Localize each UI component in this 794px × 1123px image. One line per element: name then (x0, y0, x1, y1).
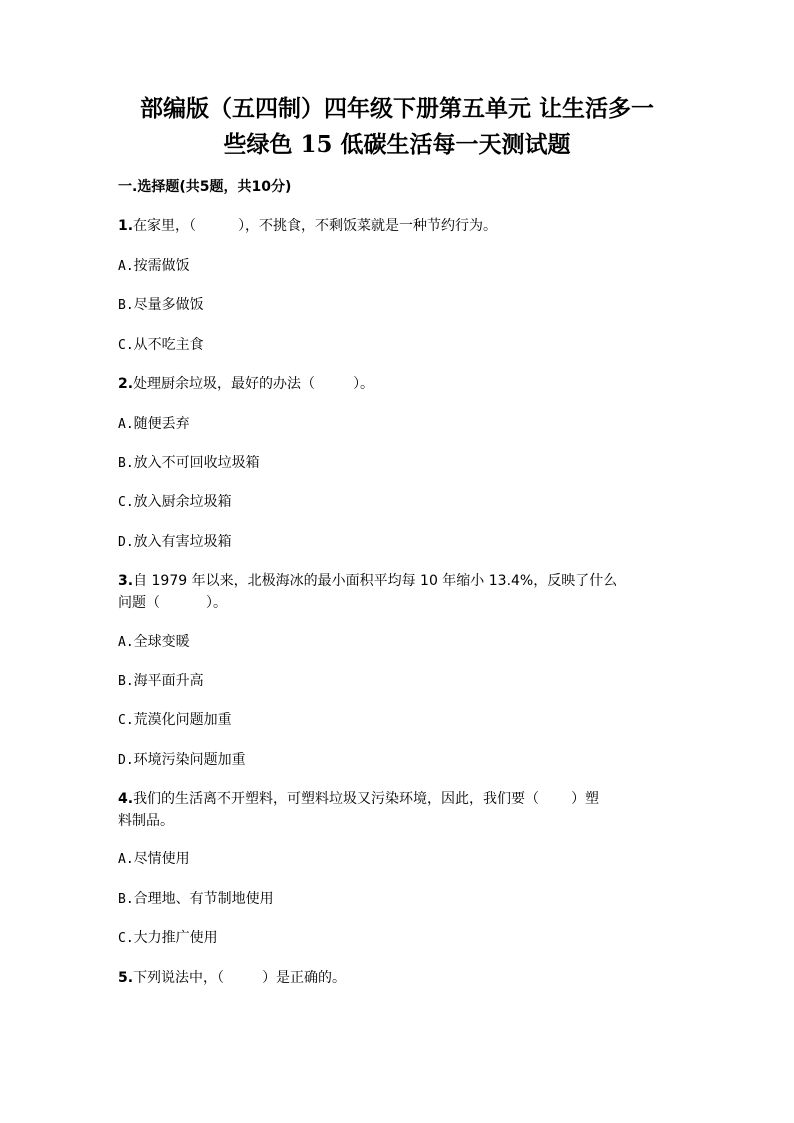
option-item (118, 671, 204, 692)
option-text: 尽量多做饭 (133, 297, 204, 313)
option-item (118, 414, 190, 435)
option-item (118, 532, 232, 553)
option-item (118, 849, 190, 870)
option-item (118, 928, 218, 949)
document-title-line-2: 些绿色 15 低碳生活每一天测试题 (223, 131, 571, 158)
question-text: ），不挑食，不剩饭菜就是一种节约行为。 (238, 218, 498, 234)
question-5-stem (118, 968, 346, 988)
option-letter: B. (118, 674, 134, 689)
option-letter: A. (118, 852, 134, 867)
option-letter: A. (118, 259, 134, 274)
option-item (118, 750, 246, 771)
option-letter: C. (118, 713, 134, 728)
option-item (118, 335, 204, 356)
option-letter: C. (118, 495, 134, 510)
option-text: 海平面升高 (133, 673, 204, 689)
question-4-stem-continued (118, 811, 174, 831)
question-text: ）。 (206, 595, 227, 611)
question-number: 3. (118, 573, 134, 589)
question-text: 我们的生活离不开塑料，可塑料垃圾又污染环境，因此，我们要（ (133, 791, 540, 807)
option-item (118, 889, 274, 910)
question-text: 自 1979 年以来，北极海冰的最小面积平均每 10 年缩小 13.4%，反映了什么 (133, 573, 618, 589)
option-text: 随便丢弃 (133, 416, 190, 432)
question-number: 4. (118, 791, 134, 807)
option-letter: C. (118, 338, 134, 353)
option-letter: A. (118, 635, 134, 650)
option-letter: A. (118, 417, 134, 432)
question-text: 问题（ (118, 595, 160, 611)
option-text: 大力推广使用 (133, 930, 218, 946)
option-letter: B. (118, 456, 134, 471)
question-3-stem (118, 571, 617, 591)
question-4-stem (118, 789, 599, 809)
document-title-line-1: 部编版（五四制）四年级下册第五单元 让生活多一 (139, 95, 654, 122)
option-text: 全球变暖 (133, 634, 190, 650)
option-item (118, 453, 260, 474)
option-item (118, 256, 190, 277)
option-text: 放入有害垃圾箱 (133, 534, 232, 550)
option-text: 按需做饭 (133, 258, 190, 274)
question-number: 5. (118, 970, 134, 986)
option-letter: C. (118, 931, 134, 946)
option-text: 尽情使用 (133, 851, 190, 867)
option-letter: B. (118, 892, 134, 907)
question-text: ）。 (353, 376, 375, 392)
question-2-stem (118, 374, 374, 394)
option-item (118, 492, 232, 513)
option-text: 放入厨余垃圾箱 (133, 494, 232, 510)
option-letter: B. (118, 298, 134, 313)
option-item (118, 710, 232, 731)
question-number: 1. (118, 218, 134, 234)
option-item (118, 632, 190, 653)
question-1-stem (118, 216, 497, 236)
question-text: ）塑 (571, 791, 600, 807)
option-text: 从不吃主食 (133, 337, 204, 353)
question-text: ）是正确的。 (262, 970, 347, 986)
option-text: 环境污染问题加重 (133, 752, 246, 768)
question-text: 在家里，（ (133, 218, 197, 234)
option-text: 合理地、有节制地使用 (133, 891, 274, 907)
option-item (118, 295, 204, 316)
section-heading: 一.选择题(共5题，共10分) (118, 179, 292, 195)
option-text: 荒漠化问题加重 (133, 712, 232, 728)
option-letter: D. (118, 535, 134, 550)
question-number: 2. (118, 376, 134, 392)
question-text: 料制品。 (118, 813, 174, 829)
question-3-stem-continued (118, 593, 227, 613)
option-text: 放入不可回收垃圾箱 (133, 455, 260, 471)
option-letter: D. (118, 753, 134, 768)
question-text: 下列说法中，（ (133, 970, 225, 986)
question-text: 处理厨余垃圾，最好的办法（ (133, 376, 316, 392)
